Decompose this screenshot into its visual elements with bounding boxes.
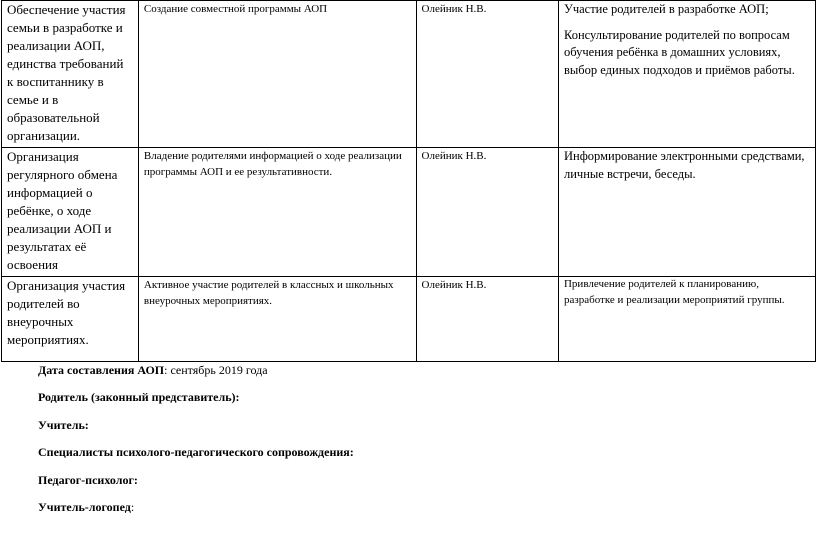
direction-cell: Организация участия родителей во внеурочных мероприятиях.: [2, 277, 139, 362]
direction-cell: Организация регулярного обмена информацией о ребёнке, о ходе реализации АОП и результатах её освоения: [2, 148, 139, 277]
forms-cell: [558, 1, 815, 148]
date-value: : сентябрь 2019 года: [164, 363, 268, 377]
specialists-line: [38, 439, 354, 466]
parent-line: [38, 384, 354, 411]
forms-text: Привлечение родителей к планированию, разработке и реализации мероприятий группы.: [563, 278, 785, 306]
responsible-cell: Олейник Н.В.: [416, 277, 558, 362]
signature-block: [38, 357, 354, 521]
forms-cell: [558, 277, 815, 362]
content-cell: Активное участие родителей в классных и школьных внеурочных мероприятиях.: [138, 277, 416, 362]
responsible-cell: Олейник Н.В.: [416, 148, 558, 277]
direction-cell: Обеспечение участия семьи в разработке и реализации АОП, единства требований к воспитаннику в семье и в образовательной организации.: [2, 1, 139, 148]
speech-therapist-line: [38, 494, 354, 521]
content-cell: Владение родителями информацией о ходе реализации программы АОП и ее результативности.: [138, 148, 416, 277]
teacher-label: Учитель:: [38, 417, 89, 432]
family-interaction-table: [1, 0, 816, 362]
forms-text: Участие родителей в разработке АОП;: [563, 2, 769, 16]
specialists-label: Специалисты психолого-педагогического сопровождения:: [38, 445, 354, 460]
table-row: [2, 277, 816, 362]
speech-therapist-colon: :: [130, 499, 135, 514]
table-row: [2, 148, 816, 277]
psychologist-label: Педагог-психолог:: [38, 472, 138, 487]
responsible-cell: Олейник Н.В.: [416, 1, 558, 148]
content-cell: Создание совместной программы АОП: [138, 1, 416, 148]
psychologist-line: [38, 467, 354, 494]
forms-text: Консультирование родителей по вопросам обучения ребёнка в домашних условиях, выбор единых подходов и приёмов работы.: [563, 27, 795, 77]
date-label: Дата составления АОП: [38, 363, 165, 377]
date-line: [38, 357, 354, 384]
forms-cell: [558, 148, 815, 277]
teacher-line: [38, 412, 354, 439]
speech-therapist-label: Учитель-логопед: [38, 499, 131, 514]
forms-text: Информирование электронными средствами, личные встречи, беседы.: [563, 149, 805, 181]
table-row: [2, 1, 816, 148]
parent-label: Родитель (законный представитель):: [38, 390, 240, 405]
